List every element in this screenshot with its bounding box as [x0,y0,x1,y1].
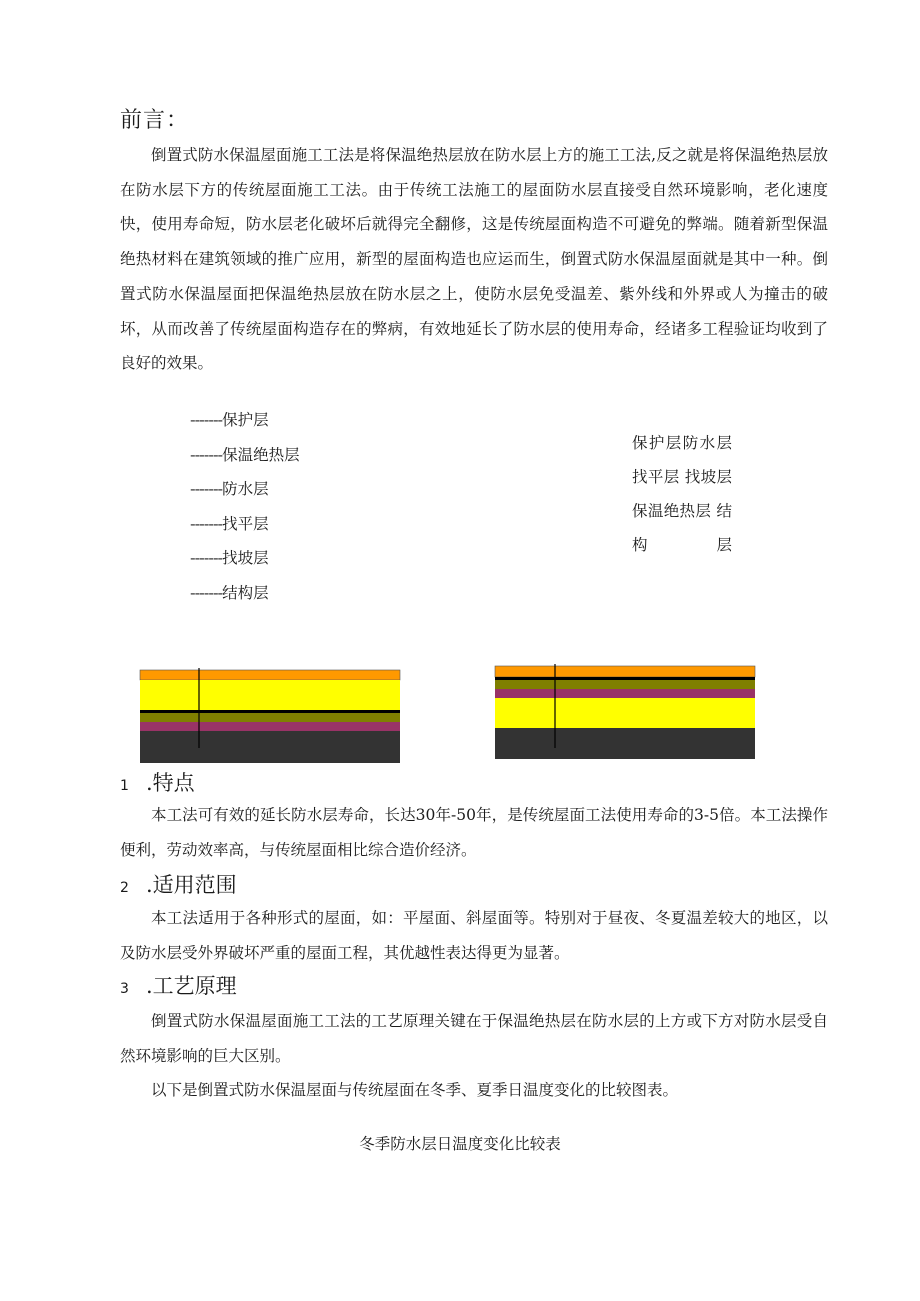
inverted-roof-diagram [139,668,401,764]
section-3-paragraph-2: 以下是倒置式防水保温屋面与传统屋面在冬季、夏季日温度变化的比较图表。 [151,1081,679,1100]
protective-layer [495,666,755,677]
section-1-heading: 1 .特点 [120,771,195,795]
traditional-roof-diagram [494,664,756,760]
leveling-layer [140,722,400,731]
section-3-heading: 3 .工艺原理 [120,974,237,998]
section-1-paragraph: 本工法可有效的延长防水层寿命，长达30年-50年，是传统屋面工法使用寿命的3-5倍。本工法操作便利，劳动效率高，与传统屋面相比综合造价经济。 [120,806,828,859]
section-3-paragraph-1: 倒置式防水保温屋面施工工法的工艺原理关键在于保温绝热层在防水层的上方或下方对防水层受自然环境影响的巨大区别。 [120,1012,828,1065]
section-1-body [120,798,828,867]
layer-item: -------防水层 [190,480,269,498]
preface-text: 倒置式防水保温屋面施工工法是将保温绝热层放在防水层上方的施工工法,反之就是将保温绝热层放在防水层下方的传统屋面施工工法。由于传统工法施工的屋面防水层直接受自然环境影响，老化速度快，使用寿命短，防水层老化破坏后就得完全翻修，这是传统屋面构造不可避免的弊端。随着新型保温绝热材料在建筑领域的推广应用，新型的屋面构造也应运而生，倒置式防水保温屋面就是其中一种。倒置式防水保温屋面把保温绝热层放在防水层之上，使防水层免受温差、紫外线和外界或人为撞击的破坏，从而改善了传统屋面构造存在的弊病，有效地延长了防水层的使用寿命，经诸多工程验证均收到了良好的效果。 [120,146,828,373]
preface-paragraph [120,138,828,381]
layer-item: -------找平层 [190,514,269,533]
waterproof-layer [140,713,400,722]
structural-layer [495,728,755,759]
divider-line [495,677,755,680]
layer-item: -------结构层 [190,583,269,602]
structural-layer [140,731,400,763]
chart-caption: 冬季防水层日温度变化比较表 [359,1135,561,1153]
waterproof-line [140,710,400,713]
layer-item: -------保温绝热层 [190,445,300,464]
insulation-layer [140,680,400,711]
section-3-body [120,1004,828,1108]
preface-title: 前言： [120,108,190,133]
layer-list-left [190,406,300,613]
layer-list-right: 保护层防水层 找平层 找坡层 保温绝热层 结构层 [632,434,732,554]
section-2-heading: 2 .适用范围 [120,873,237,897]
layer-item: -------找坡层 [190,549,269,567]
protective-layer [140,670,400,680]
waterproof-layer [495,680,755,689]
section-2-body [120,901,828,970]
insulation-layer [495,698,755,728]
section-2-paragraph: 本工法适用于各种形式的屋面，如：平屋面、斜屋面等。特别对于昼夜、冬夏温差较大的地区，以及防水层受外界破坏严重的屋面工程，其优越性表达得更为显著。 [120,909,828,962]
leveling-layer [495,689,755,698]
layer-item: -------保护层 [190,411,269,429]
